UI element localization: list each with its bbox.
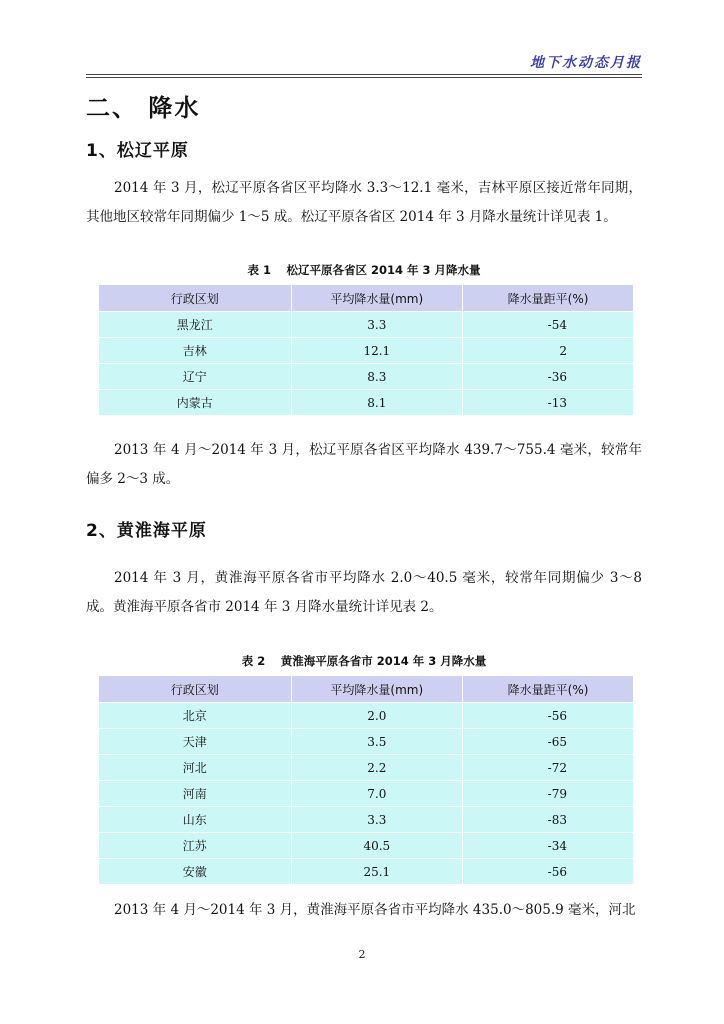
cell-region: 天津 [99, 729, 292, 755]
cell-region: 山东 [99, 807, 292, 833]
section-title: 二、 降水 [86, 94, 201, 122]
header-divider-secondary [86, 77, 642, 78]
table1-precipitation [98, 284, 634, 416]
cell-anomaly: -83 [463, 807, 634, 833]
table-row [99, 755, 634, 781]
cell-region: 安徽 [99, 859, 292, 885]
cell-region: 河南 [99, 781, 292, 807]
table2-caption: 表 2 黄淮海平原各省市 2014 年 3 月降水量 [241, 654, 487, 668]
cell-anomaly: -65 [463, 729, 634, 755]
cell-region: 辽宁 [99, 364, 292, 390]
table-row [99, 338, 634, 364]
subsection-title-songliao: 1、松辽平原 [86, 141, 189, 161]
cell-anomaly: -72 [463, 755, 634, 781]
paragraph-songliao-annual: 2013 年 4 月～2014 年 3 月，松辽平原各省区平均降水 439.7～755.4 毫米，较常年偏多 2～3 成。 [86, 442, 642, 487]
cell-avg-precip: 2.0 [291, 703, 463, 729]
cell-region: 江苏 [99, 833, 292, 859]
table-row [99, 703, 634, 729]
column-header-anomaly: 降水量距平(%) [463, 676, 634, 703]
table-row [99, 833, 634, 859]
cell-avg-precip: 40.5 [291, 833, 463, 859]
cell-avg-precip: 3.5 [291, 729, 463, 755]
paragraph-songliao-summary: 2014 年 3 月，松辽平原各省区平均降水 3.3～12.1 毫米，吉林平原区接近常年同期，其他地区较常年同期偏少 1～5 成。松辽平原各省区 2014 年 3 月降水量统计详见表 1。 [86, 180, 642, 225]
table-row [99, 781, 634, 807]
table1-caption: 表 1 松辽平原各省区 2014 年 3 月降水量 [247, 263, 481, 277]
column-header-region: 行政区划 [99, 285, 292, 312]
cell-region: 吉林 [99, 338, 292, 364]
cell-anomaly: -56 [463, 703, 634, 729]
table-row [99, 859, 634, 885]
table-header-row [99, 676, 634, 703]
table-row [99, 390, 634, 416]
table-row [99, 729, 634, 755]
paragraph-huanghuaihai-annual: 2013 年 4 月～2014 年 3 月，黄淮海平原各省市平均降水 435.0～805.9 毫米，河北 [114, 902, 636, 918]
paragraph-huanghuaihai-summary: 2014 年 3 月，黄淮海平原各省市平均降水 2.0～40.5 毫米，较常年同期偏少 3～8 成。黄淮海平原各省市 2014 年 3 月降水量统计详见表 2。 [86, 570, 642, 615]
cell-region: 北京 [99, 703, 292, 729]
cell-anomaly: -36 [463, 364, 634, 390]
column-header-anomaly: 降水量距平(%) [463, 285, 634, 312]
subsection-title-huanghuaihai: 2、黄淮海平原 [86, 521, 207, 541]
table2-precipitation [98, 675, 634, 885]
cell-anomaly: -13 [463, 390, 634, 416]
cell-anomaly: -79 [463, 781, 634, 807]
table-header-row [99, 285, 634, 312]
column-header-avg-precip: 平均降水量(mm) [291, 676, 463, 703]
cell-region: 内蒙古 [99, 390, 292, 416]
cell-avg-precip: 3.3 [291, 312, 463, 338]
cell-avg-precip: 8.1 [291, 390, 463, 416]
cell-region: 河北 [99, 755, 292, 781]
column-header-region: 行政区划 [99, 676, 292, 703]
table-row [99, 364, 634, 390]
table-row [99, 807, 634, 833]
cell-anomaly: -56 [463, 859, 634, 885]
cell-anomaly: -54 [463, 312, 634, 338]
cell-avg-precip: 25.1 [291, 859, 463, 885]
cell-avg-precip: 8.3 [291, 364, 463, 390]
cell-avg-precip: 12.1 [291, 338, 463, 364]
cell-avg-precip: 2.2 [291, 755, 463, 781]
cell-anomaly: -34 [463, 833, 634, 859]
cell-anomaly: 2 [463, 338, 634, 364]
column-header-avg-precip: 平均降水量(mm) [291, 285, 463, 312]
page-number: 2 [358, 948, 366, 961]
table-row [99, 312, 634, 338]
report-header-title: 地下水动态月报 [530, 55, 642, 71]
cell-avg-precip: 3.3 [291, 807, 463, 833]
header-divider [86, 74, 642, 75]
cell-region: 黑龙江 [99, 312, 292, 338]
cell-avg-precip: 7.0 [291, 781, 463, 807]
